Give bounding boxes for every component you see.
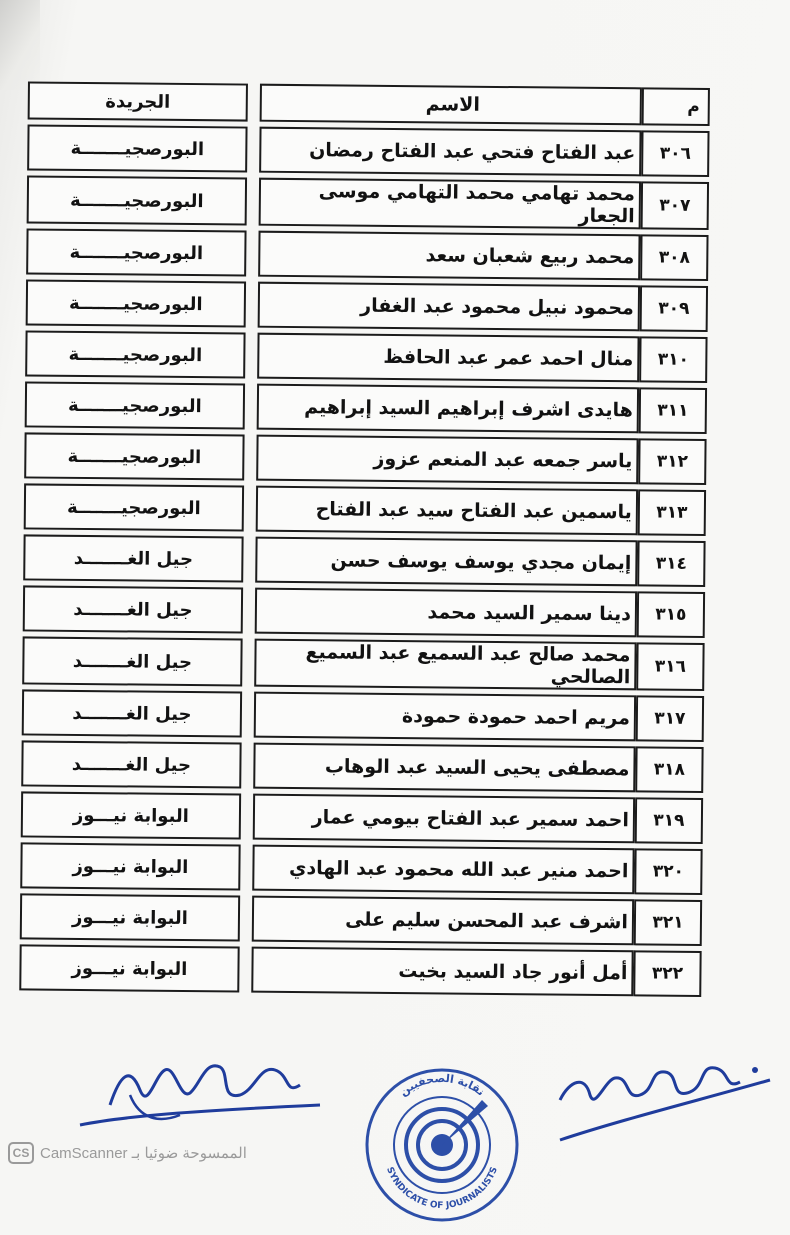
row-name: محمد صالح عبد السميع عبد السميع الصالحي xyxy=(254,639,636,691)
row-number: ٣١٦ xyxy=(636,642,704,691)
column-gap xyxy=(245,333,257,379)
column-gap xyxy=(241,743,253,789)
row-name: محمود نبيل محمود عبد الغفار xyxy=(258,282,640,332)
row-name: إيمان مجدي يوسف يوسف حسن xyxy=(255,537,637,587)
row-number: ٣٠٨ xyxy=(640,234,708,281)
table-row xyxy=(21,740,703,793)
row-name: منال احمد عمر عبد الحافظ xyxy=(257,333,639,383)
column-gap xyxy=(240,845,252,891)
row-name: اشرف عبد المحسن سليم على xyxy=(252,896,634,946)
row-newspaper: جيل الغـــــــد xyxy=(21,740,241,788)
table-row xyxy=(19,944,701,997)
column-gap xyxy=(247,178,259,226)
column-gap xyxy=(242,692,254,738)
column-gap xyxy=(245,384,257,430)
column-gap xyxy=(242,639,254,687)
table-row xyxy=(23,585,705,638)
row-name: ياسر جمعه عبد المنعم عزوز xyxy=(256,435,638,485)
row-newspaper: البورصجيـــــــة xyxy=(25,381,245,429)
column-gap xyxy=(247,127,259,173)
row-newspaper: البوابة نيـــوز xyxy=(20,893,240,941)
names-table xyxy=(19,76,710,1002)
column-gap xyxy=(243,588,255,634)
column-gap xyxy=(246,282,258,328)
row-number: ٣٢٠ xyxy=(634,848,702,895)
table-row xyxy=(20,842,702,895)
row-number: ٣٢١ xyxy=(634,899,702,946)
table-row xyxy=(27,175,709,230)
table-row xyxy=(22,636,704,691)
signature-area xyxy=(0,1030,790,1235)
row-name: دينا سمير السيد محمد xyxy=(255,588,637,638)
row-number: ٣١٠ xyxy=(639,336,707,383)
table-row xyxy=(22,689,704,742)
row-number: ٣١١ xyxy=(639,387,707,434)
table-header-row xyxy=(28,81,710,126)
column-gap xyxy=(248,84,260,122)
row-number: ٣٠٩ xyxy=(640,285,708,332)
row-name: محمد تهامي محمد التهامي موسى الجعار xyxy=(259,178,641,230)
row-number: ٣١٧ xyxy=(636,695,704,742)
column-gap xyxy=(243,537,255,583)
syndicate-stamp xyxy=(362,1050,522,1235)
row-number: ٣١٣ xyxy=(638,489,706,536)
table-row xyxy=(25,330,707,383)
row-number: ٣١٩ xyxy=(635,797,703,844)
camscanner-logo-icon: CS xyxy=(8,1142,34,1164)
row-newspaper: البورصجيـــــــة xyxy=(26,228,246,276)
header-newspaper: الجريدة xyxy=(28,81,248,121)
signature-right xyxy=(540,1040,780,1160)
row-newspaper: البورصجيـــــــة xyxy=(27,175,247,225)
stamp-arabic-text: نقابة الصحفيين xyxy=(397,1071,488,1099)
row-name: عبد الفتاح فتحي عبد الفتاح رمضان xyxy=(259,127,641,177)
column-gap xyxy=(244,435,256,481)
table-row xyxy=(24,432,706,485)
row-number: ٣٠٦ xyxy=(641,130,709,177)
row-name: مصطفى يحيى السيد عبد الوهاب xyxy=(253,743,635,793)
row-newspaper: البورصجيـــــــة xyxy=(25,330,245,378)
row-newspaper: جيل الغـــــــد xyxy=(23,534,243,582)
row-name: هايدى اشرف إبراهيم السيد إبراهيم xyxy=(257,384,639,434)
row-name: احمد سمير عبد الفتاح بيومي عمار xyxy=(253,794,635,844)
row-newspaper: البورصجيـــــــة xyxy=(24,432,244,480)
column-gap xyxy=(244,486,256,532)
camscanner-text: الممسوحة ضوئيا بـ CamScanner xyxy=(40,1145,247,1162)
row-newspaper: جيل الغـــــــد xyxy=(22,636,242,686)
header-name: الاسم xyxy=(260,84,642,126)
column-gap xyxy=(239,947,251,993)
row-name: مريم احمد حمودة حمودة xyxy=(254,692,636,742)
row-newspaper: البوابة نيـــوز xyxy=(21,791,241,839)
header-number: م xyxy=(642,87,710,126)
row-number: ٣١٨ xyxy=(635,746,703,793)
table-row xyxy=(21,791,703,844)
row-name: أمل أنور جاد السيد بخيت xyxy=(251,947,633,997)
column-gap xyxy=(240,896,252,942)
signature-left xyxy=(70,1045,330,1155)
table-row xyxy=(26,228,708,281)
row-newspaper: البوابة نيـــوز xyxy=(19,944,239,992)
row-newspaper: جيل الغـــــــد xyxy=(23,585,243,633)
stamp-english-text: SYNDICATE OF JOURNALISTS xyxy=(384,1165,500,1212)
column-gap xyxy=(246,231,258,277)
camscanner-watermark xyxy=(8,1140,247,1166)
table-row xyxy=(23,534,705,587)
table-row xyxy=(25,381,707,434)
table-row xyxy=(24,483,706,536)
table-row xyxy=(20,893,702,946)
row-number: ٣٢٢ xyxy=(633,950,701,997)
svg-text:SYNDICATE OF JOURNALISTS xyxy=(384,1166,500,1211)
row-newspaper: البوابة نيـــوز xyxy=(20,842,240,890)
column-gap xyxy=(241,794,253,840)
row-number: ٣٠٧ xyxy=(641,181,709,230)
row-name: ياسمين عبد الفتاح سيد عبد الفتاح xyxy=(256,486,638,536)
table-row xyxy=(26,279,708,332)
row-newspaper: جيل الغـــــــد xyxy=(22,689,242,737)
row-name: احمد منير عبد الله محمود عبد الهادي xyxy=(252,845,634,895)
row-number: ٣١٤ xyxy=(637,540,705,587)
row-name: محمد ربيع شعبان سعد xyxy=(258,231,640,281)
row-newspaper: البورصجيـــــــة xyxy=(27,124,247,172)
table-row xyxy=(27,124,709,177)
row-number: ٣١٥ xyxy=(637,591,705,638)
table-body xyxy=(19,124,709,997)
row-newspaper: البورصجيـــــــة xyxy=(24,483,244,531)
row-newspaper: البورصجيـــــــة xyxy=(26,279,246,327)
row-number: ٣١٢ xyxy=(638,438,706,485)
